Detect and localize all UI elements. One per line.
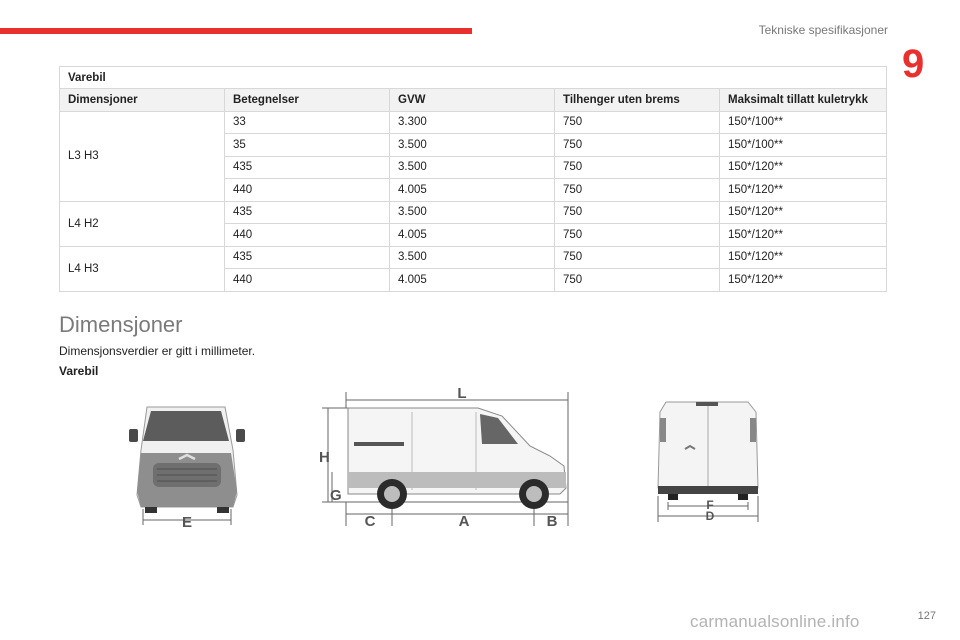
- subheading: Varebil: [59, 364, 99, 378]
- dim-label-f: F: [706, 498, 714, 512]
- table-cell: 33: [225, 111, 390, 134]
- dim-label-h: H: [319, 449, 330, 466]
- table-cell: 750: [555, 224, 720, 247]
- table-cell: 3.500: [390, 246, 555, 269]
- table-cell: 750: [555, 179, 720, 202]
- section-title: Tekniske spesifikasjoner: [758, 23, 888, 37]
- dim-label-g: G: [330, 487, 342, 504]
- table-cell: 750: [555, 201, 720, 224]
- dim-label-l: L: [457, 386, 467, 402]
- table-cell: 440: [225, 269, 390, 292]
- table-row: [60, 111, 887, 134]
- dimension-cell: L3 H3: [60, 111, 225, 201]
- table-cell: 4.005: [390, 224, 555, 247]
- column-header: Dimensjoner: [60, 89, 225, 112]
- watermark: carmanualsonline.info: [690, 612, 860, 631]
- dim-label-a: A: [458, 513, 470, 530]
- table-cell: 435: [225, 201, 390, 224]
- table-cell: 435: [225, 156, 390, 179]
- table-cell: 150*/120**: [720, 246, 887, 269]
- table-cell: 150*/100**: [720, 134, 887, 157]
- table-cell: 35: [225, 134, 390, 157]
- table-caption: Varebil: [60, 67, 887, 89]
- table-header-row: [60, 89, 887, 112]
- table-cell: 4.005: [390, 269, 555, 292]
- dim-label-c: C: [364, 513, 376, 530]
- column-header: Maksimalt tillatt kuletrykk: [720, 89, 887, 112]
- header-accent-bar: [0, 28, 472, 34]
- dim-label-d: D: [705, 509, 715, 523]
- table-cell: 750: [555, 134, 720, 157]
- chapter-number: 9: [902, 42, 925, 86]
- table-cell: 150*/120**: [720, 201, 887, 224]
- column-header: GVW: [390, 89, 555, 112]
- table-cell: 750: [555, 111, 720, 134]
- table-cell: 3.500: [390, 156, 555, 179]
- table-cell: 440: [225, 224, 390, 247]
- dimension-cell: L4 H3: [60, 246, 225, 291]
- intro-text: Dimensjonsverdier er gitt i millimeter.: [59, 344, 256, 358]
- dim-label-b: B: [546, 513, 558, 530]
- table-cell: 150*/120**: [720, 224, 887, 247]
- table-cell: 435: [225, 246, 390, 269]
- table-row: [60, 201, 887, 224]
- van-front-view: [125, 395, 250, 530]
- table-cell: 3.500: [390, 134, 555, 157]
- dim-label-e: E: [181, 514, 193, 530]
- table-cell: 750: [555, 246, 720, 269]
- table-cell: 750: [555, 269, 720, 292]
- table-cell: 150*/120**: [720, 179, 887, 202]
- table-cell: 150*/100**: [720, 111, 887, 134]
- table-cell: 3.500: [390, 201, 555, 224]
- van-side-view: [318, 386, 580, 531]
- table-cell: 4.005: [390, 179, 555, 202]
- section-heading: Dimensjoner: [59, 312, 183, 337]
- dimension-cell: L4 H2: [60, 201, 225, 246]
- van-rear-view: [652, 396, 764, 524]
- table-cell: 150*/120**: [720, 269, 887, 292]
- specification-table: [59, 66, 887, 292]
- table-cell: 150*/120**: [720, 156, 887, 179]
- column-header: Tilhenger uten brems: [555, 89, 720, 112]
- table-cell: 3.300: [390, 111, 555, 134]
- page-number: 127: [917, 610, 936, 622]
- table-row: [60, 246, 887, 269]
- column-header: Betegnelser: [225, 89, 390, 112]
- table-cell: 750: [555, 156, 720, 179]
- table-cell: 440: [225, 179, 390, 202]
